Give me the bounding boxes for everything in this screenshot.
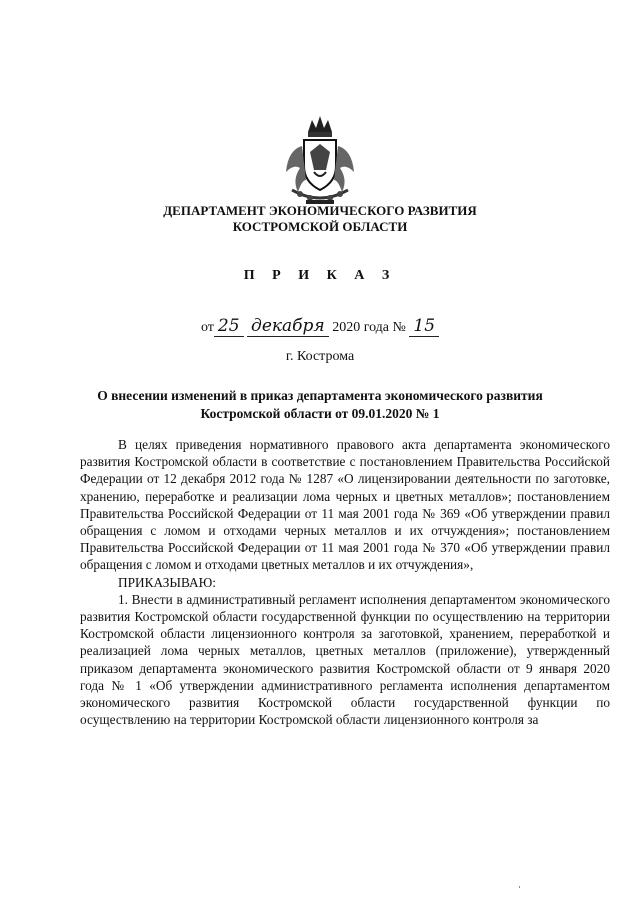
department-line-1: ДЕПАРТАМЕНТ ЭКОНОМИЧЕСКОГО РАЗВИТИЯ bbox=[163, 203, 477, 218]
document-type: П Р И К А З bbox=[243, 268, 397, 283]
document-body bbox=[80, 436, 610, 728]
scan-mark bbox=[519, 886, 520, 888]
preamble-paragraph: В целях приведения нормативного правового акта департамента экономического развития Костромской области в соответствие с постановлением Правительства Российской Федерации от 12 декабря 2012 года № 1287 «О лицензировании деятельности по заготовке, хранению, переработке и реализации лома черных и цветных металлов»; постановлением Правительства Российской Федерации от 11 мая 2001 года № 369 «Об утверждении правил обращения с ломом и отходами черных металлов и их отчуждения»; постановлением Правительства Российской Федерации от 11 мая 2001 года № 370 «Об утверждении правил обращения с ломом и отходами цветных металлов и их отчуждения», bbox=[80, 437, 610, 573]
date-line bbox=[0, 316, 640, 336]
handwritten-month: декабря bbox=[247, 316, 329, 337]
city: г. Кострома bbox=[285, 349, 355, 364]
coat-of-arms-emblem bbox=[270, 110, 370, 210]
handwritten-number: 15 bbox=[409, 316, 439, 337]
command-word: ПРИКАЗЫВАЮ: bbox=[118, 574, 216, 590]
handwritten-day: 25 bbox=[214, 316, 244, 337]
department-name bbox=[0, 203, 640, 235]
title-line-2: Костромской области от 09.01.2020 № 1 bbox=[200, 406, 440, 421]
year-number-label: 2020 года № bbox=[332, 320, 406, 335]
document-title bbox=[60, 387, 580, 423]
title-line-1: О внесении изменений в приказ департамента экономического развития bbox=[97, 388, 543, 403]
department-line-2: КОСТРОМСКОЙ ОБЛАСТИ bbox=[232, 219, 408, 234]
date-prefix: от bbox=[200, 320, 214, 335]
item-1-paragraph: 1. Внести в административный регламент исполнения департаментом экономического развития Костромской области государственной функции по осуществлению на территории Костромской области лицензионного контроля за заготовкой, хранением, переработкой и реализацией лома черных металлов, цветных металлов (приложение), утвержденный приказом департамента экономического развития Костромской области от 9 января 2020 года № 1 «Об утверждении административного регламента исполнения департаментом экономического развития Костромской области государственной функции по осуществлению на территории Костромской области лицензионного контроля за bbox=[80, 591, 610, 728]
